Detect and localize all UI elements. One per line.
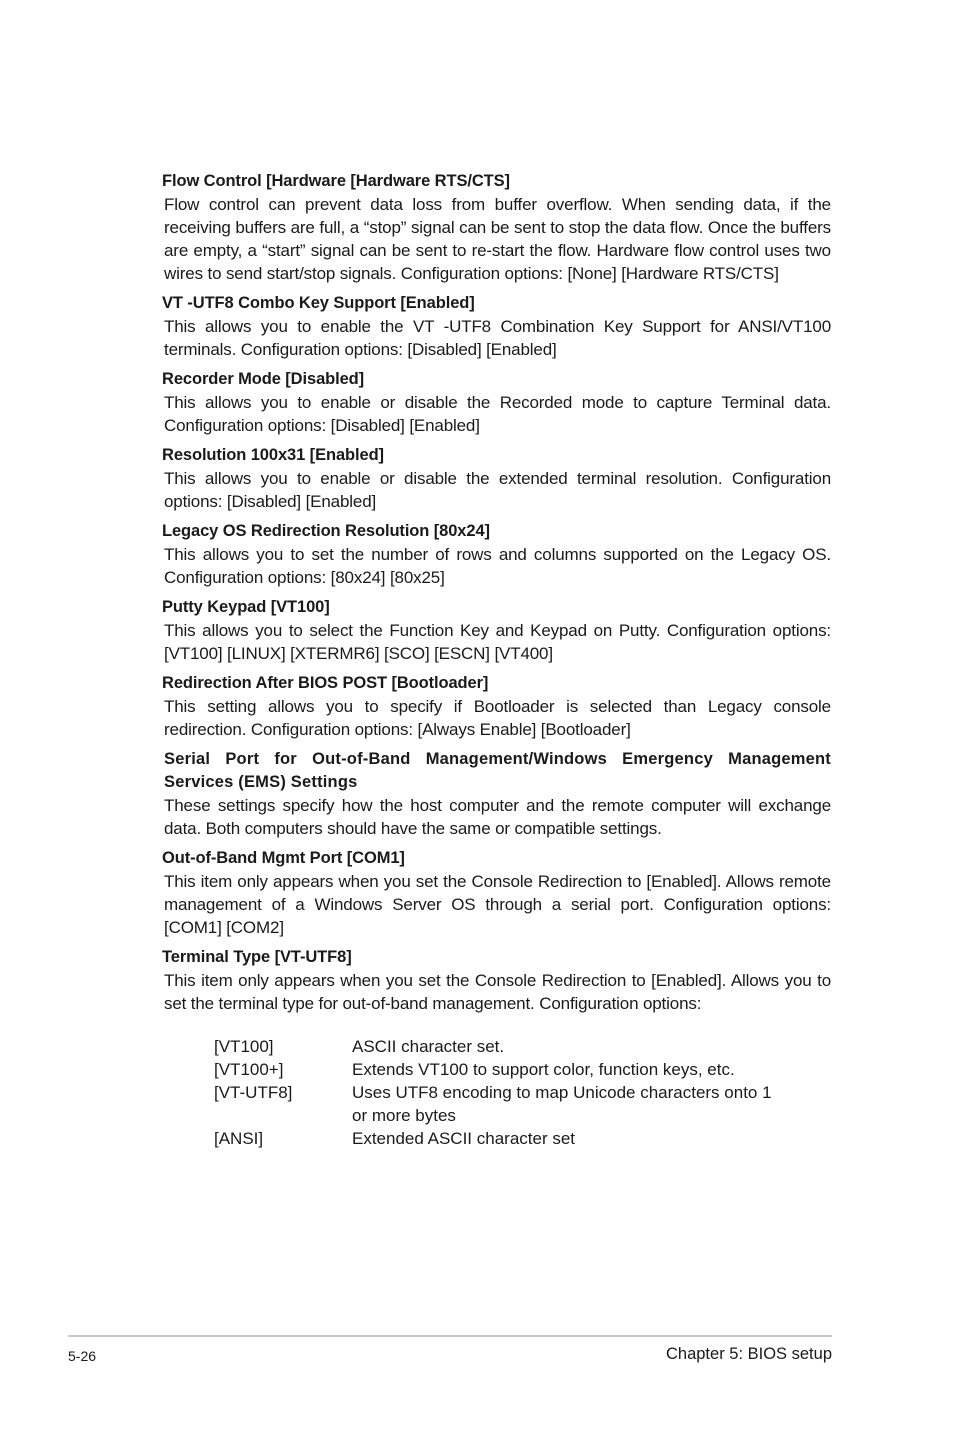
option-key: [VT100] xyxy=(214,1037,274,1056)
footer-divider xyxy=(68,1335,832,1337)
section-terminal-type xyxy=(162,946,831,1150)
section-heading: Redirection After BIOS POST [Bootloader] xyxy=(162,674,489,692)
section-oob-mgmt-port xyxy=(162,847,831,939)
chapter-title: Chapter 5: BIOS setup xyxy=(665,1345,832,1363)
option-description: Uses UTF8 encoding to map Unicode characters onto 1 or more bytes xyxy=(352,1083,772,1125)
option-key: [VT100+] xyxy=(214,1060,284,1079)
table-row xyxy=(214,1035,772,1058)
section-body: Flow control can prevent data loss from buffer overflow. When sending data, if the receiving buffers are full, a “stop” signal can be sent to stop the data flow. Once the buffers are empty, a “start” signal can be sent to re-start the flow. Hardware flow control uses two wires to send start/stop signals. Configuration options: [None] [Hardware RTS/CTS] xyxy=(164,195,831,283)
section-legacy-os-redirection xyxy=(162,520,831,589)
terminal-type-options-table xyxy=(214,1035,772,1150)
section-resolution xyxy=(162,444,831,513)
section-heading: VT -UTF8 Combo Key Support [Enabled] xyxy=(162,294,475,312)
section-body: This allows you to enable or disable the Recorded mode to capture Terminal data. Configuration options: [Disabled] [Enabled] xyxy=(164,393,831,435)
section-flow-control xyxy=(162,170,831,285)
section-heading: Recorder Mode [Disabled] xyxy=(162,370,365,388)
option-key: [ANSI] xyxy=(214,1129,264,1148)
option-description: ASCII character set. xyxy=(352,1037,505,1056)
section-body: This allows you to enable the VT -UTF8 Combination Key Support for ANSI/VT100 terminals. Configuration options: [Disabled] [Enabled] xyxy=(164,317,831,359)
section-recorder-mode xyxy=(162,368,831,437)
section-heading: Legacy OS Redirection Resolution [80x24] xyxy=(162,522,490,540)
section-body: This item only appears when you set the Console Redirection to [Enabled]. Allows you to set the terminal type for out-of-band management. Configuration options: xyxy=(164,971,831,1013)
section-heading: Terminal Type [VT-UTF8] xyxy=(162,948,352,966)
section-body: These settings specify how the host computer and the remote computer will exchange data. Both computers should have the same or compatible settings. xyxy=(164,796,831,838)
section-heading: Serial Port for Out-of-Band Management/Windows Emergency Management Services (EMS) Settings xyxy=(164,750,831,791)
section-body: This allows you to enable or disable the extended terminal resolution. Configuration options: [Disabled] [Enabled] xyxy=(164,469,831,511)
section-heading: Out-of-Band Mgmt Port [COM1] xyxy=(162,849,405,867)
option-description: Extended ASCII character set xyxy=(352,1129,576,1148)
section-body: This item only appears when you set the Console Redirection to [Enabled]. Allows remote management of a Windows Server OS through a serial port. Configuration options: [COM1] [COM2] xyxy=(164,872,831,937)
section-body: This setting allows you to specify if Bootloader is selected than Legacy console redirection. Configuration options: [Always Enable] [Bootloader] xyxy=(164,697,831,739)
section-vt-utf8-combo-key xyxy=(162,292,831,361)
section-putty-keypad xyxy=(162,596,831,665)
section-heading: Resolution 100x31 [Enabled] xyxy=(162,446,384,464)
option-description: Extends VT100 to support color, function keys, etc. xyxy=(352,1060,735,1079)
section-heading: Flow Control [Hardware [Hardware RTS/CTS] xyxy=(162,172,510,190)
section-redirection-after-post xyxy=(162,672,831,741)
section-serial-port-ems xyxy=(162,748,831,840)
section-body: This allows you to set the number of rows and columns supported on the Legacy OS. Configuration options: [80x24] [80x25] xyxy=(164,545,831,587)
document-content xyxy=(162,170,831,1157)
table-row xyxy=(214,1127,772,1150)
table-row xyxy=(214,1058,772,1081)
section-heading: Putty Keypad [VT100] xyxy=(162,598,330,616)
section-body: This allows you to select the Function Key and Keypad on Putty. Configuration options: [VT100] [LINUX] [XTERMR6] [SCO] [ESCN] [VT400] xyxy=(164,621,831,663)
option-key: [VT-UTF8] xyxy=(214,1083,293,1102)
table-row xyxy=(214,1081,772,1127)
page-number: 5-26 xyxy=(68,1348,97,1364)
